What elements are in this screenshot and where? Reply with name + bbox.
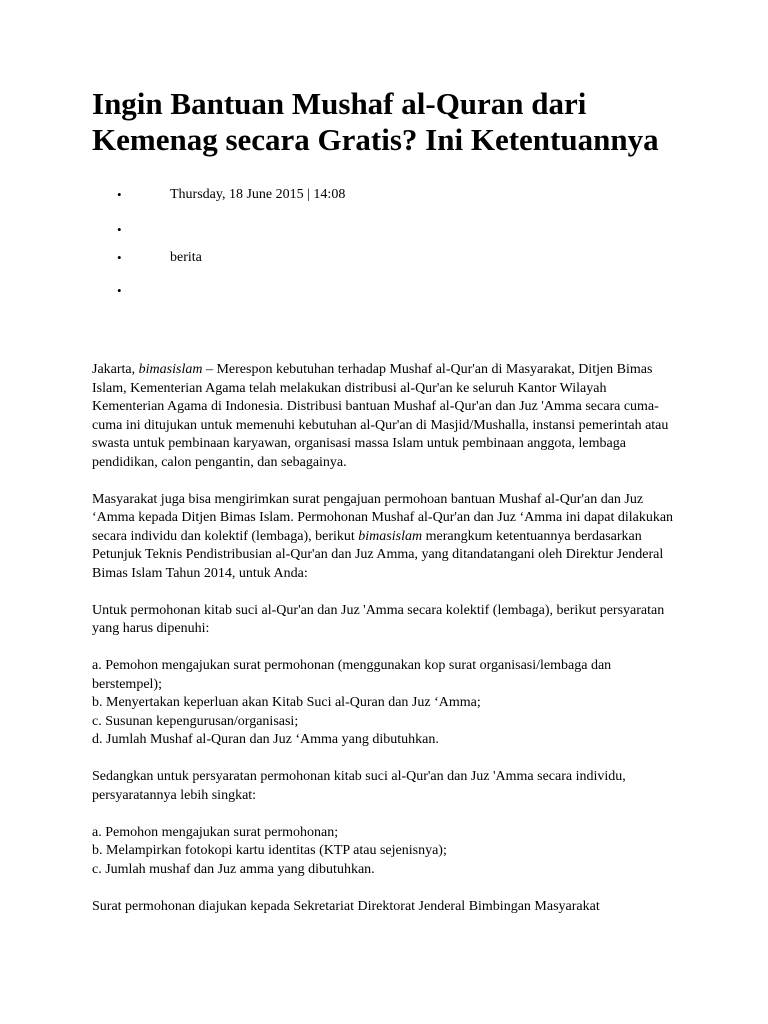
article-date: Thursday, 18 June 2015 | 14:08 <box>170 187 346 202</box>
paragraph-text: Masyarakat juga bisa mengirimkan surat pengajuan permohoan bantuan Mushaf al-Qur'an dan Juz ‘Amma kepada Ditjen Bimas Islam. Permohonan Mushaf al-Qur'an dan Juz ‘Amma ini dapat dilakukan secara individu dan kolektif (lembaga), berikut <box>92 491 674 544</box>
article-title: Ingin Bantuan Mushaf al-Quran dari Kemenag secara Gratis? Ini Ketentuannya <box>92 86 659 157</box>
source-name: bimasislam <box>358 528 423 544</box>
paragraph-submission-address: Surat permohonan diajukan kepada Sekretariat Direktorat Jenderal Bimbingan Masyarakat <box>92 898 600 914</box>
list-item: c. Jumlah mushaf dan Juz amma yang dibutuhkan. <box>92 861 375 877</box>
source-name: bimasislam <box>138 362 203 377</box>
meta-item-empty <box>92 220 692 240</box>
bullet-icon: • <box>117 283 122 298</box>
paragraph-text: – Merespon kebutuhan terhadap Mushaf al-Qur'an di Masyarakat, Ditjen Bimas Islam, Kementerian Agama telah melakukan distribusi al-Qur'an ke seluruh Kantor Wilayah Kementerian Agama di Indonesia. Distribusi bantuan Mushaf al-Qur'an dan Juz 'Amma secara cuma-cuma ini ditujukan untuk memenuhi kebutuhan al-Qur'an di Masjid/Mushalla, instansi pemerintah atau swasta untuk pembinaan karyawan, organisasi massa Islam untuk pembinaan anggota, lembaga pendidikan, calon pengantin, dan sebagainya. <box>92 362 669 470</box>
paragraph-text: Jakarta, <box>92 362 139 377</box>
list-item: a. Pemohon mengajukan surat permohonan; <box>92 824 339 840</box>
meta-item-empty <box>92 281 692 301</box>
meta-item-category[interactable] <box>92 248 692 268</box>
bullet-icon: • <box>117 250 122 265</box>
list-item: a. Pemohon mengajukan surat permohonan (menggunakan kop surat organisasi/lembaga dan berstempel); <box>92 658 612 692</box>
list-item: b. Menyertakan keperluan akan Kitab Suci al-Quran dan Juz ‘Amma; <box>92 695 481 710</box>
paragraph-text: merangkum ketentuannya berdasarkan Petunjuk Teknis Pendistribusian al-Qur'an dan Juz Amma, yang ditandatangani oleh Direktur Jenderal Bimas Islam Tahun 2014, untuk Anda: <box>92 528 664 581</box>
list-item: d. Jumlah Mushaf al-Quran dan Juz ‘Amma yang dibutuhkan. <box>92 732 439 747</box>
paragraph-collective-intro: Untuk permohonan kitab suci al-Qur'an dan Juz 'Amma secara kolektif (lembaga), berikut persyaratan yang harus dipenuhi: <box>92 602 665 636</box>
requirements-list-individual <box>92 824 682 880</box>
bullet-icon: • <box>117 222 122 237</box>
bullet-icon: • <box>117 187 122 202</box>
paragraph-submission <box>92 491 682 584</box>
paragraph-individual-intro: Sedangkan untuk persyaratan permohonan kitab suci al-Qur'an dan Juz 'Amma secara individu, persyaratannya lebih singkat: <box>92 769 626 803</box>
list-item: c. Susunan kepengurusan/organisasi; <box>92 713 299 729</box>
requirements-list-collective <box>92 657 682 750</box>
list-item: b. Melampirkan fotokopi kartu identitas (KTP atau sejenisnya); <box>92 843 447 858</box>
meta-item-date <box>92 185 692 205</box>
paragraph-intro <box>92 361 682 472</box>
article-category-link[interactable]: berita <box>170 250 202 265</box>
article-body <box>92 361 682 935</box>
